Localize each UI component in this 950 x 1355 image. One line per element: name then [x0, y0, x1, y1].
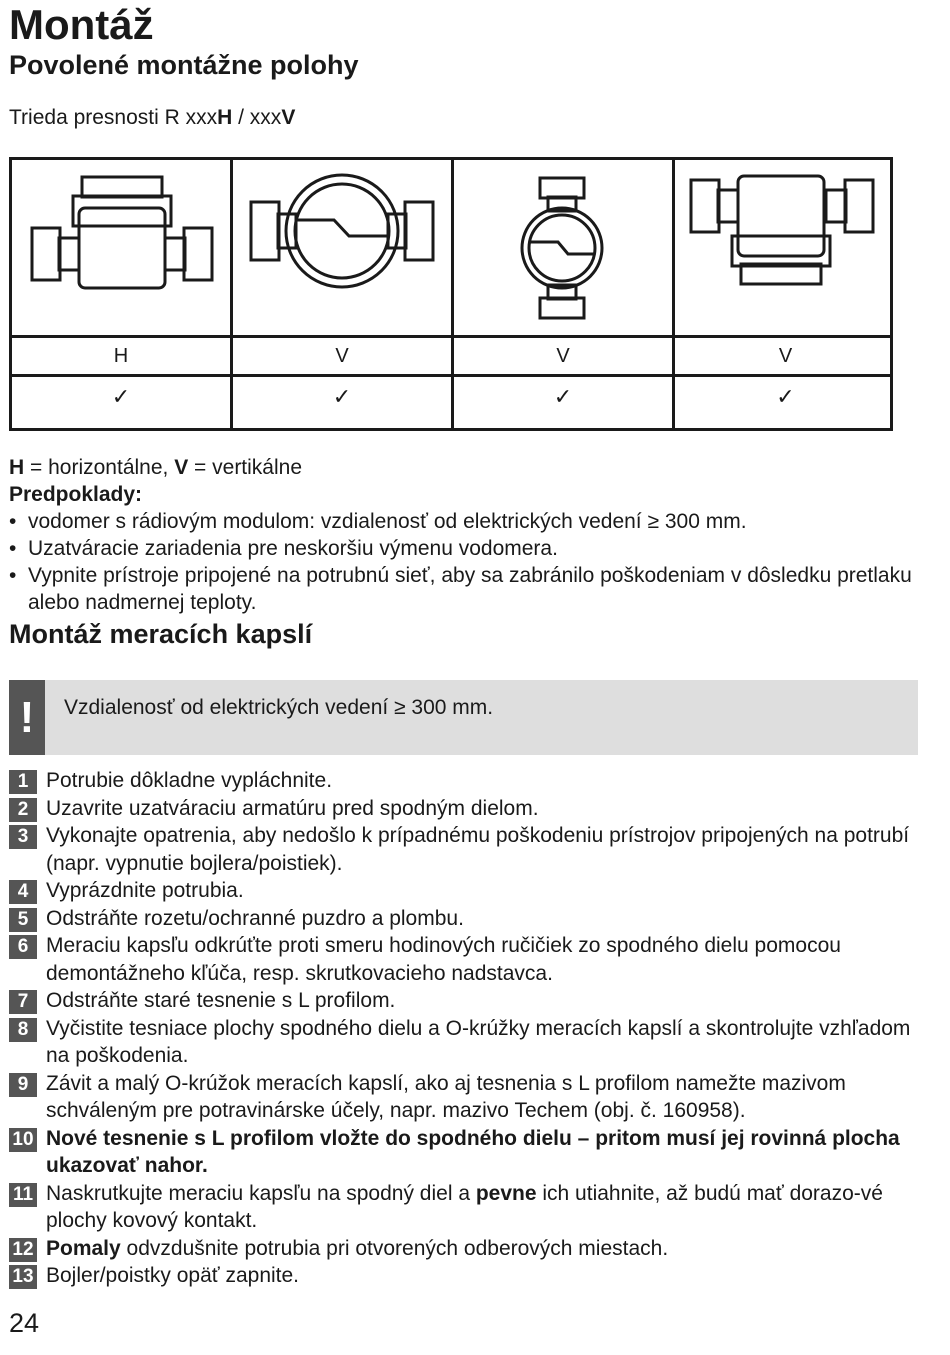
step-item	[9, 987, 934, 1015]
step-number: 13	[9, 1265, 37, 1289]
step-number: 4	[9, 880, 37, 904]
step-text: odvzdušnite potrubia pri otvorených odberových miestach.	[120, 1236, 669, 1260]
section-title-mounting: Montáž meracích kapslí	[9, 619, 313, 649]
position-label: V	[778, 345, 793, 367]
step-text: Závit a malý O-krúžok meracích kapslí, ako aj tesnenia s L profilom namežte mazivom schváleným pre potravinárske účely, napr. mazivo Techem (obj. č. 160958).	[46, 1071, 846, 1122]
accuracy-class	[9, 104, 295, 132]
page-title: Montáž	[9, 1, 154, 48]
position-label: H	[113, 345, 129, 367]
step-text-bold: Pomaly	[46, 1236, 121, 1260]
step-text: Meraciu kapsľu odkrúťte proti smeru hodinových ručičiek zo spodného dielu pomocou demontážneho kľúča, resp. skrutkovacieho nadstavca.	[46, 934, 841, 985]
prerequisites-list	[9, 508, 929, 616]
step-number: 5	[9, 908, 37, 932]
position-label: V	[556, 345, 570, 367]
step-text: Vykonajte opatrenia, aby nedošlo k prípadnému poškodeniu prístrojov pripojených na potrubí (napr. vypnutie bojlera/poistiek).	[46, 824, 910, 875]
step-item	[9, 1125, 934, 1180]
step-number: 6	[9, 935, 37, 959]
step-item	[9, 1180, 934, 1235]
position-check: ✓	[553, 384, 573, 409]
step-text: Vyčistite tesniace plochy spodného dielu a O-krúžky meracích kapslí a skontrolujte vzhľadom na poškodenia.	[46, 1016, 911, 1067]
positions-table	[9, 157, 893, 431]
step-number: 3	[9, 825, 37, 849]
list-item: • Vypnite prístroje pripojené na potrubnú sieť, aby sa zabránilo poškodeniam v dôsledku pretlaku alebo nadmernej teploty.	[9, 562, 929, 616]
accuracy-h: H	[217, 106, 233, 129]
list-item: • Uzatváracie zariadenia pre neskoršiu výmenu vodomera.	[9, 535, 929, 562]
step-item	[9, 795, 934, 823]
position-col-3	[454, 160, 675, 428]
step-number: 9	[9, 1073, 37, 1097]
step-number: 7	[9, 990, 37, 1014]
legend-v-text: = vertikálne	[188, 456, 303, 479]
step-number: 2	[9, 798, 37, 822]
step-item	[9, 1235, 934, 1263]
position-check: ✓	[111, 384, 131, 409]
legend-v: V	[174, 456, 189, 479]
step-item	[9, 1262, 934, 1290]
step-item	[9, 905, 934, 933]
step-text: Uzavrite uzatváraciu armatúru pred spodným dielom.	[46, 796, 539, 820]
position-check: ✓	[776, 384, 795, 409]
step-number: 12	[9, 1238, 37, 1262]
step-text: Odstráňte rozetu/ochranné puzdro a plombu.	[46, 906, 464, 930]
step-text-bold: pevne	[475, 1181, 537, 1205]
position-label: V	[335, 345, 349, 367]
list-item: • vodomer s rádiovým modulom: vzdialenosť od elektrických vedení ≥ 300 mm.	[9, 508, 929, 535]
step-text: Vyprázdnite potrubia.	[46, 879, 244, 902]
step-text: Odstráňte staré tesnenie s L profilom.	[46, 989, 396, 1012]
page-number: 24	[9, 1308, 40, 1338]
warning-box	[9, 680, 918, 755]
horizontal-meter-icon	[12, 160, 230, 335]
accuracy-v: V	[281, 106, 296, 129]
vertical-meter-top-icon	[454, 160, 672, 335]
step-item	[9, 877, 934, 905]
legend	[9, 454, 302, 481]
position-col-1	[12, 160, 233, 428]
step-number: 8	[9, 1018, 37, 1042]
position-check: ✓	[332, 384, 352, 409]
position-col-4	[675, 160, 896, 428]
step-text: Naskrutkujte meraciu kapsľu na spodný diel a	[46, 1181, 476, 1205]
inverted-meter-icon	[675, 160, 893, 335]
prerequisites-title: Predpoklady:	[9, 483, 143, 506]
position-col-2	[233, 160, 454, 428]
step-text-bold: Nové tesnenie s L profilom vložte do spodného dielu – pritom musí jej rovinná plocha ukazovať nahor.	[46, 1126, 900, 1177]
step-text: Bojler/poistky opäť zapnite.	[46, 1264, 300, 1287]
warning-text: Vzdialenosť od elektrických vedení ≥ 300 mm.	[64, 696, 494, 719]
step-number: 1	[9, 770, 37, 794]
warning-icon: !	[9, 680, 45, 755]
step-item	[9, 1070, 934, 1125]
step-item	[9, 767, 934, 795]
legend-h: H	[9, 456, 25, 479]
legend-h-text: = horizontálne,	[24, 456, 175, 479]
step-item	[9, 932, 934, 987]
section-title-positions: Povolené montážne polohy	[9, 50, 359, 80]
steps-list	[9, 767, 934, 1290]
step-number: 10	[9, 1128, 37, 1152]
step-item	[9, 1015, 934, 1070]
step-item	[9, 822, 934, 877]
accuracy-prefix: Trieda presnosti R xxx	[9, 106, 218, 129]
accuracy-sep: / xxx	[232, 106, 282, 129]
step-text: ich utiahnite, až budú mať dorazo-vé plochy kovový kontakt.	[46, 1181, 883, 1232]
step-text: Potrubie dôkladne vypláchnite.	[46, 769, 333, 792]
step-number: 11	[9, 1183, 37, 1207]
vertical-meter-side-icon	[233, 160, 451, 335]
